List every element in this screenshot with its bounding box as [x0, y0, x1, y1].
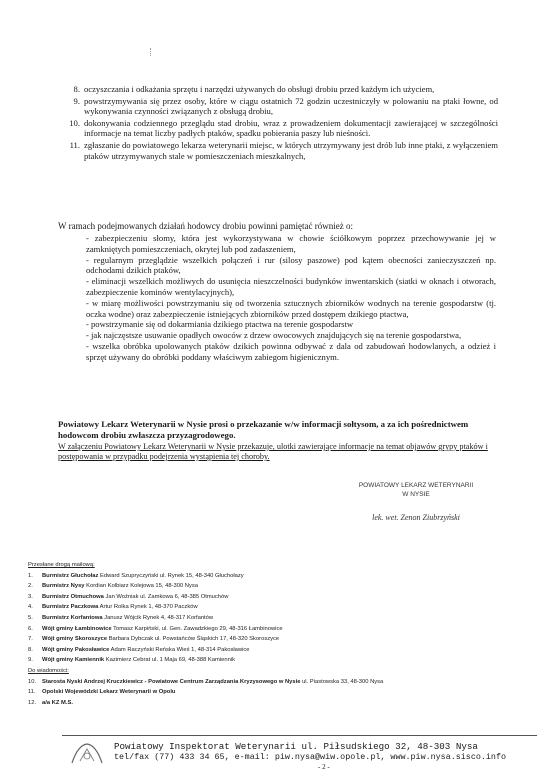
recipient-details: ul. Piastowska 33, 48-300 Nysa [300, 678, 384, 685]
bullets-intro: W ramach podejmowanych działań hodowcy drobiu powinni pamiętać również o: [58, 221, 353, 231]
info-header: Do wiadomości: [28, 667, 69, 674]
recipient-name: Burmistrz Głuchołaz [42, 572, 99, 579]
bullet-list [86, 233, 496, 363]
recipient-number: 9. [28, 657, 33, 664]
list-item [58, 140, 498, 161]
list-item-text: zgłaszanie do powiatowego lekarza weterynarii miejsc, w których utrzymywany jest drób lub inne ptaki, z wyłączeniem ptaków utrzymywanych stale w pomieszczeniach mieszkalnych, [84, 139, 498, 161]
bullet-item: - zabezpieczeniu słomy, która jest wykorzystywana w chowie ściółkowym poprzez przechowywanie jej w zamkniętych pomieszczeniach, okrytej lub pod zadaszeniem, [86, 233, 496, 254]
recipient-name: Wójt gminy Łambinowice [42, 625, 112, 632]
recipient-details: Adam Raczyński Reńska Wieś 1, 48-314 Pakosławice [109, 646, 250, 653]
recipient-details: Artur Rolka Rynek 1, 48-370 Paczków [98, 604, 198, 611]
recipient-row [28, 634, 498, 645]
list-item-text: powstrzymywania się przez osoby, które w ciągu ostatnich 72 godzin uczestniczyły w polowaniu na ptaki łowne, od wykonywania czynności związanych z obsługą drobiu, [84, 95, 498, 117]
list-item [58, 96, 498, 117]
inspectorate-logo-icon [68, 741, 106, 767]
recipient-details: Jan Woźniak ul. Zamkowa 6, 48-385 Otmuchów [103, 593, 229, 600]
recipient-name: Burmistrz Otmuchowa [42, 593, 104, 600]
recipient-details: Kazimierz Cebrat ul. 1 Maja 69, 48-388 Kamiennik [104, 657, 235, 664]
recipient-name: Wójt gminy Kamiennik [42, 657, 105, 664]
recipient-details: Edward Szupryczyński ul. Rynek 15, 48-340 Głuchołazy [98, 572, 244, 579]
recipient-number: 8. [28, 646, 33, 653]
footer [62, 735, 542, 771]
footer-address: Powiatowy Inspektorat Weterynarii ul. Piłsudskiego 32, 48-303 Nysa [114, 741, 478, 752]
recipient-name: a/a KZ M.S. [42, 699, 73, 706]
recipient-row [28, 645, 498, 656]
recipient-details: Kordian Kolbiarz Kolejowa 15, 48-300 Nysa [84, 583, 198, 590]
recipient-row [28, 655, 498, 666]
bullet-item: - regularnym przeglądzie wszelkich połączeń i rur (silosy paszowe) pod kątem obecności zanieczyszczeń np. odchodami dzikich ptaków, [86, 254, 496, 276]
bullet-item: - w miarę możliwości powstrzymaniu się od tworzenia sztucznych zbiorników wodnych na terenie gospodarstw (tj. oczka wodne) oraz zabezpieczenie istniejących zbiorników przed dostępem dzikiego ptactwa, [86, 297, 496, 319]
recipient-number: 12. [28, 699, 37, 706]
recipient-number: 4. [28, 604, 33, 611]
recipient-number: 11. [28, 689, 36, 696]
attachment-note: W załączeniu Powiatowy Lekarz Weterynarii w Nysie przekazuje, ulotki zawierające informacje na temat objawów grypy ptaków i postępowania w przypadku podejrzenia wystąpienia tej choroby. [58, 442, 488, 461]
recipient-number: 2. [28, 583, 33, 590]
recipient-name: Burmistrz Nysy [42, 583, 85, 590]
recipient-number: 1. [28, 572, 33, 579]
stamp-line-1: POWIATOWY LEKARZ WETERYNARII [358, 482, 474, 489]
list-item-text: dokonywania codziennego przeglądu stad drobiu, wraz z prowadzeniem dokumentacji zawierającej w szczególności informacje na temat liczby padłych ptaków, spadku pobierania paszy lub nieśności. [84, 117, 498, 139]
mail-recipients [28, 571, 498, 666]
recipient-number: 3. [28, 593, 33, 600]
recipient-row [28, 592, 498, 603]
recipient-details: Tomasz Karpiński, ul. Gen. Zawadzkiego 29, 48-316 Łambinowice [111, 625, 283, 632]
page-number: - 2 - [318, 763, 330, 771]
list-item-number: 8. [73, 84, 80, 94]
list-item-number: 11. [69, 139, 80, 150]
recipient-name: Starosta Nyski Andrzej Kruczkiewicz - Powiatowe Centrum Zarządzania Kryzysowego w Nysie [42, 678, 301, 685]
recipient-row [28, 581, 498, 592]
recipient-number: 5. [28, 614, 33, 621]
recipient-details: Barbara Dybczak ul. Powstańców Śląskich 17, 48-320 Skoroszyce [107, 636, 280, 643]
recipients-header: Przesłane drogą mailową: [28, 562, 95, 568]
bullet-item: - eliminacji wszelkich możliwych do usunięcia nieszczelności budynków inwentarskich (siatki w oknach i otworach, zabezpieczenie kominów wentylacyjnych), [86, 276, 496, 297]
bullet-item: - wszelka obróbka upolowanych ptaków dzikich powinna odbywać z dala od zabudowań hodowlanych, a odzież i sprzęt używany do obróbki poddany właściwym zabiegom higienicznym. [86, 340, 496, 362]
recipient-row [28, 687, 498, 698]
recipient-row [28, 613, 498, 624]
list-item-text: oczyszczania i odkażania sprzętu i narzędzi używanych do obsługi drobiu przed każdym ich użyciem, [84, 84, 435, 94]
recipient-row [28, 602, 498, 613]
recipient-number: 10. [28, 678, 37, 685]
recipient-details: Janusz Wójcik Rynek 4, 48-317 Korfantów [102, 614, 214, 621]
recipient-number: 7. [28, 636, 33, 643]
recipient-row [28, 624, 498, 635]
bullet-item: - jak najczęstsze usuwanie opadłych owoców z drzew owocowych znajdujących się na terenie gospodarstwa, [86, 330, 462, 341]
recipient-name: Opolski Wojewódzki Lekarz Weterynarii w Opolu [42, 689, 176, 696]
recipient-number: 6. [28, 625, 33, 632]
info-recipients [28, 677, 498, 709]
footer-rule [62, 735, 537, 736]
punch-mark [150, 48, 153, 56]
stamp-line-2: W NYSIE [402, 491, 430, 498]
list-item [58, 84, 498, 95]
list-item-number: 10. [69, 117, 80, 128]
bold-request: Powiatowy Lekarz Weterynarii w Nysie prosi o przekazanie w/w informacji sołtysom, a za ich pośrednictwem hodowcom drobiu zwłaszcza przyzagrodowego. [58, 419, 469, 440]
list-item [58, 118, 498, 139]
recipient-row [28, 698, 498, 709]
footer-contact: tel/fax (77) 433 34 65, e-mail: piw.nysa@wiw.opole.pl, www.piw.nysa.sisco.info [114, 752, 507, 762]
signature: lek. wet. Zenon Ziubrzyński [372, 513, 460, 522]
numbered-list [58, 84, 498, 162]
recipient-name: Wójt gminy Pakosławice [42, 646, 110, 653]
recipients-list [28, 560, 498, 708]
recipient-name: Wójt gminy Skoroszyce [42, 636, 108, 643]
recipient-row [28, 571, 498, 582]
recipient-row [28, 677, 498, 688]
list-item-number: 9. [73, 95, 80, 106]
recipient-name: Burmistrz Korfantowa [42, 614, 103, 621]
bullet-item: - powstrzymanie się od dokarmiania dzikiego ptactwa na terenie gospodarstw [86, 319, 354, 330]
official-stamp [326, 481, 506, 522]
recipient-name: Burmistrz Paczkowa [42, 604, 99, 611]
